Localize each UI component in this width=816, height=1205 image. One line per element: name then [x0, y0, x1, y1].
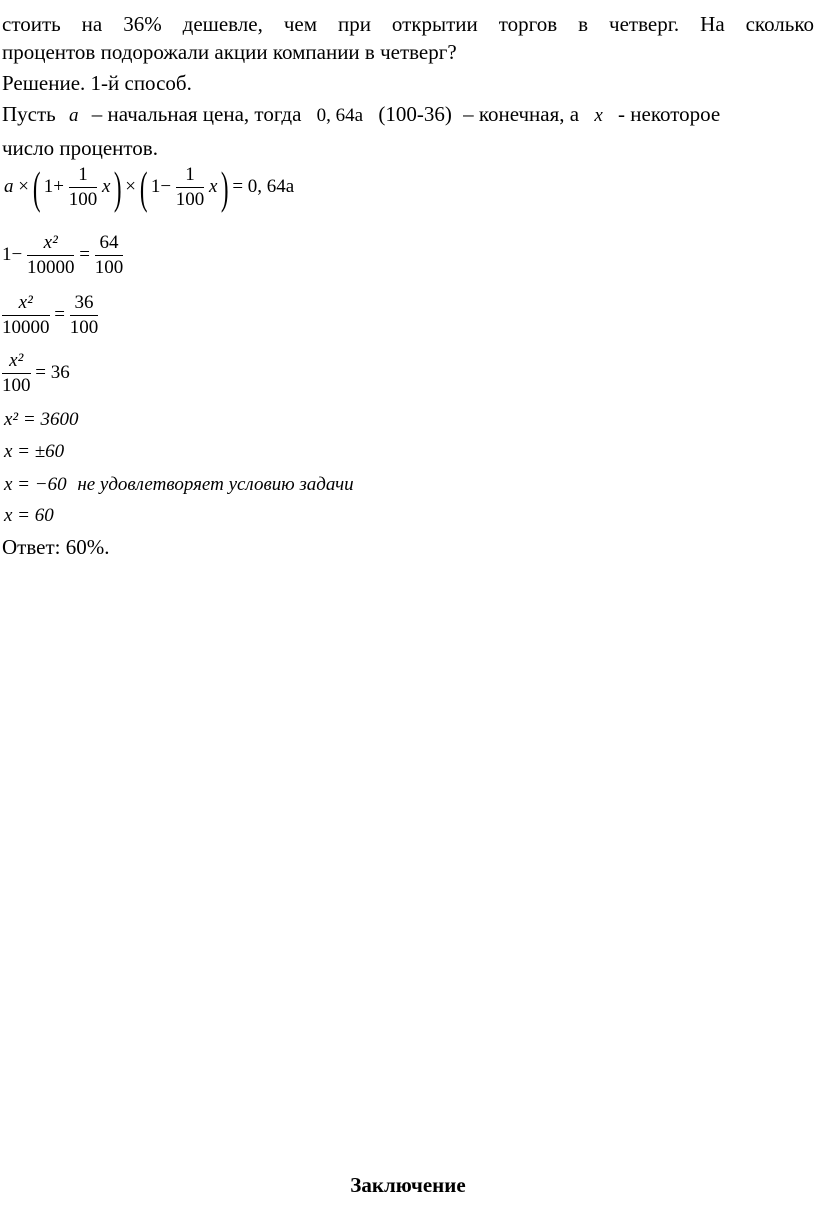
eq3-fraction-right — [70, 292, 99, 339]
eq1-paren-close-2: ) — [221, 161, 229, 213]
eq1-x-1: x — [102, 175, 111, 197]
answer: Ответ: 60%. — [2, 535, 110, 559]
eq4-rhs: = 36 — [35, 361, 70, 383]
eq3-equals: = — [54, 303, 65, 325]
eq2-lhs-one: 1− — [2, 243, 23, 265]
eq1-paren-close-1: ) — [114, 161, 122, 213]
eq1-frac1-num: 1 — [69, 164, 98, 188]
desc-initial: – начальная цена, тогда — [91, 102, 302, 126]
eq7-note: не удовлетворяет условию задачи — [77, 474, 354, 495]
final-expr: 0, 64a — [316, 105, 364, 126]
paren-note: (100-36) — [378, 102, 452, 126]
eq1-fraction-2 — [176, 164, 205, 211]
eq4-den: 100 — [2, 375, 31, 396]
equation-2 — [2, 232, 123, 279]
var-a: a — [69, 105, 79, 126]
solution-let-line — [2, 102, 720, 128]
problem-line-1: стоить на 36% дешевле, чем при открытии торгов в четверг. На сколько — [2, 12, 814, 36]
equation-3 — [2, 292, 98, 339]
eq1-frac2-den: 100 — [175, 189, 205, 210]
desc-x: - некоторое — [618, 102, 721, 126]
equation-8: x = 60 — [4, 505, 54, 526]
eq2-fraction-right — [95, 232, 124, 279]
eq1-rhs: = 0, 64a — [232, 175, 295, 197]
eq3-fraction-left — [2, 292, 50, 339]
eq1-one-2: 1 — [150, 175, 161, 197]
eq4-num: x² — [2, 350, 31, 374]
eq1-times-2: × — [125, 175, 136, 197]
eq1-paren-open-2: ( — [139, 161, 148, 213]
conclusion-heading: Заключение — [350, 1173, 466, 1197]
var-x: x — [594, 105, 603, 126]
eq1-fraction-1 — [69, 164, 98, 211]
eq1-minus: − — [160, 175, 172, 197]
eq2-rnum: 64 — [95, 232, 124, 256]
equation-7 — [4, 474, 354, 496]
let-word: Пусть — [2, 102, 56, 126]
solution-line-cont: число процентов. — [2, 136, 158, 160]
eq1-frac2-num: 1 — [176, 164, 205, 188]
equation-5: x² = 3600 — [4, 409, 79, 430]
eq1-times-1: × — [18, 175, 29, 197]
eq1-plus: + — [53, 175, 65, 197]
eq3-num: x² — [2, 292, 50, 316]
eq3-rden: 100 — [69, 317, 99, 338]
equation-1 — [4, 161, 295, 213]
eq3-den: 10000 — [2, 317, 50, 338]
eq1-x-2: x — [209, 175, 218, 197]
eq3-rnum: 36 — [70, 292, 99, 316]
eq7-expr: x = −60 — [4, 474, 67, 495]
eq1-frac1-den: 100 — [68, 189, 98, 210]
eq1-paren-open-1: ( — [32, 161, 41, 213]
equation-4 — [2, 350, 70, 397]
eq2-den: 10000 — [26, 257, 75, 278]
eq2-equals: = — [79, 243, 90, 265]
eq2-rden: 100 — [94, 257, 124, 278]
eq2-fraction-left — [27, 232, 75, 279]
solution-header: Решение. 1-й способ. — [2, 71, 192, 95]
eq4-fraction — [2, 350, 31, 397]
eq1-a: a — [4, 175, 14, 197]
eq1-one-1: 1 — [43, 175, 54, 197]
eq2-num: x² — [27, 232, 75, 256]
desc-final: – конечная, а — [463, 102, 580, 126]
equation-6: x = ±60 — [4, 441, 65, 462]
problem-line-2: процентов подорожали акции компании в четверг? — [2, 40, 457, 64]
